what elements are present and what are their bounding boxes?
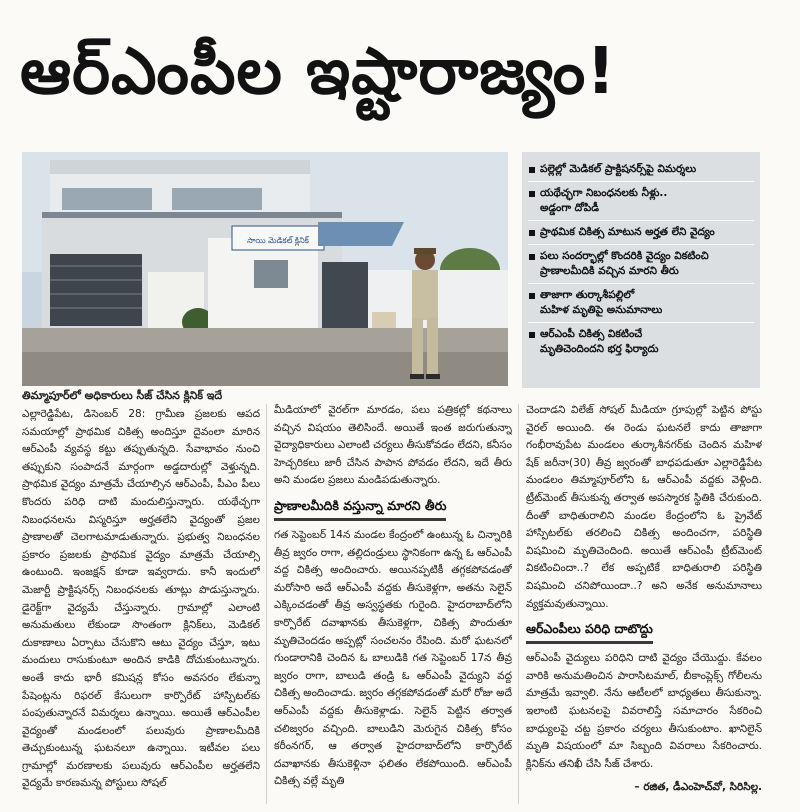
bullet-icon <box>529 293 535 299</box>
bullet-icon <box>529 332 535 338</box>
highlight-item: తాజాగా తుర్కాశీపల్లిలో మహిళ మృతిపై అనుమానాలు <box>528 284 754 323</box>
subheading: ప్రాణాలమీదికి వస్తున్నా మారని తీరు <box>274 496 446 521</box>
article-column-2 <box>274 402 512 806</box>
photo-caption: తిమ్మాపూర్‌లో అధికారులు సీజ్ చేసిన క్లినిక్ ఇదే <box>22 389 223 402</box>
article-column-3 <box>526 402 762 806</box>
bullet-icon <box>529 230 535 236</box>
subheading: ఆర్ఎంపీలు పరిధి దాటొద్దు <box>526 619 653 644</box>
body-text: ఎల్లారెడ్డిపేట, డిసెంబర్ 28: గ్రామీణ ప్రజలకు ఆపద సమయాల్లో ప్రాథమిక చికిత్స అందిస్తూ దైవంలా మారిన ఆర్ఎంపీ వ్యవస్థ కట్టు తప్పుతున్నది. సేవాభావం నుంచి తప్పుకుని సంపాదనే మార్గంగా అడ్డదారుల్లో వెళ్తున్నది. ప్రాథమిక వైద్యం మాత్రమే చేయాల్సిన ఆర్ఎంపీ, పీఎం పీలు కొందరు పరిధి దాటి మందులిస్తున్నారు. యథేచ్ఛగా నిబంధనలను విస్మరిస్తూ అర్హతలేని వైద్యంతో ప్రజల ప్రాణాలతో చెలగాటమాడుతున్నారు. ప్రభుత్వ నిబంధనల ప్రకారం ప్రజలకు ప్రాథమిక వైద్యం మాత్రమే చేయాల్సి ఉంటుంది. ఇంజక్షన్ కూడా ఇవ్వరాదు. కానీ ఇందులో మెజార్టీ ప్రాక్టిషనర్స్ నిబంధనలకు తూట్లు పొడుస్తున్నారు. డైరెక్ట్‌గా వైద్యమే చేస్తున్నారు. గ్రామాల్లో ఎలాంటి అనుమతులు లేకుండా సొంతంగా క్లినిక్‌లు, మెడికల్ దుకాణాలు ఏర్పాటు చేసుకొని ఆటు వైద్యం చేస్తూ, ఇటు మందులు రాసుకుంటూ అందిన కాడికి దోచుకుంటున్నారు. అంతే కాదు భారీ కమిషన్ల కోసం అవసరం లేకున్నా పేషెంట్లను రిఫరల్ కేసులుగా కార్పొరేట్ హాస్పిటల్‌కు పంపుతున్నారనే విమర్శలు ఉన్నాయి. అయితే ఆర్ఎంపీల వైద్యంతో మండలంలో పలువురు ప్రాణాలమీదికి తెచ్చుకుంటున్న ఘటనలూ ఉన్నాయి. ఇటీవల పలు గ్రామాల్లో మరణాలకు పలువురు ఆర్ఎంపీల అర్హతలేని వైద్యమే కారణమన్న పోస్టులు సోషల్ <box>22 408 260 790</box>
highlights-box <box>522 152 760 388</box>
clinic-photo <box>22 152 508 386</box>
body-text: చెందాడని విలేజ్ సోషల్ మీడియా గ్రూపుల్లో పెట్టిన పోస్టు వైరల్ అయింది. ఈ రెండు ఘటనలే కాదు తాజాగా గంభీరావుపేట మండలం తుర్కాశీనగర్‌కు చెందిన మహిళ షేక్ జరీనా(30) తీవ్ర జ్వరంతో బాధపడుతూ ఎల్లారెడ్డిపేట మండలం తిమ్మాపూర్‌లోని ఓ ఆర్ఎంపీ వద్దకు వెళ్లింది. ట్రీట్‌మెంట్ తీసుకున్న తర్వాత అపస్మారక స్థితికి చేరుకుంది. దీంతో బాధితురాలిని మండల కేంద్రంలోని ఓ ప్రైవేట్ హాస్పిటల్‌కు తరలించి చికిత్స అందించగా, పరిస్థితి విషమించి మృతిచెందింది. అయితే ఆర్ఎంపీ ట్రీట్‌మెంట్ వికటించిందా..? లేక అప్పటికే బాధితురాలి పరిస్థితి విషమించి చనిపోయిందా..? అని అనేక అనుమానాలు వ్యక్తమవుతున్నాయి. <box>526 404 762 610</box>
byline: – రజిత, డీఎంహెచ్‌వో, సిరిసిల్ల. <box>634 781 762 794</box>
column-divider <box>266 404 267 804</box>
body-text: గత సెప్టెంబర్ 14న మండల కేంద్రంలో ఉంటున్న ఓ చిన్నారికి తీవ్ర జ్వరం రాగా, తల్లిదండ్రులు స్థానికంగా ఉన్న ఓ ఆర్ఎంపీ వద్ద చికిత్స అందించారు. అయినప్పటికీ తగ్గకపోవడంతో మరోసారి అదే ఆర్ఎంపీ వద్దకు తీసుకెళ్లగా, అతను సెలైన్ ఎక్కించడంతో తీవ్ర అస్వస్థతకు గురైంది. హైదరాబాద్‌లోని కార్పొరేట్ దవాఖానకు తీసుకెళ్లగా, చికిత్స పొందుతూ మృతిచెందడం అప్పట్లో సంచలనం రేపింది. మరో ఘటనలో గుండారానికి చెందిన ఓ బాలుడికి గత సెప్టెంబర్ 17న తీవ్ర జ్వరం రాగా, బాలుడి తండ్రి ఓ ఆర్ఎంపీ వైద్యుని వద్ద చికిత్స అందించాడు. జ్వరం తగ్గకపోవడంతో మరో రోజు అదే ఆర్ఎంపీ వద్దకు తీసుకెళ్లాడు. సెలైన్ పెట్టిన తర్వాత చలిజ్వరం వచ్చింది. బాలుడిని మెరుగైన చికిత్స కోసం కరీంనగర్, ఆ తర్వాత హైదరాబాద్‌లోని కార్పొరేట్ దవాఖానకు తీసుకెళ్లినా ఫలితం లేకపోయింది. ఆర్ఎంపీ చికిత్స వల్లే మృతి <box>274 528 512 788</box>
highlight-item: యథేచ్ఛగా నిబంధనలకు నీళ్లు.. అడ్డంగా దోపిడీ <box>528 182 754 221</box>
highlight-item: ప్రాథమిక చికిత్స మాటున అర్హత లేని వైద్యం <box>528 221 754 245</box>
bullet-icon <box>529 254 535 260</box>
highlight-item: ఆర్ఎంపీ చికిత్స వికటించే మృతిచెందిందని భర్త ఫిర్యాదు <box>528 323 754 361</box>
article-column-1 <box>22 406 260 806</box>
headline: ఆర్ఎంపీల ఇష్టారాజ్యం! <box>20 35 617 109</box>
column-divider <box>518 404 519 804</box>
bullet-icon <box>529 191 535 197</box>
clinic-sign: సాయి మెడికల్ క్లినిక్ <box>247 236 309 245</box>
body-text: మీడియాలో వైరల్‌గా మారడం, పలు పత్రికల్లో కథనాలు వచ్చిన విషయం తెలిసిందే. అయితే ఇంత జరుగుతున్నా వైద్యాధికారులు ఎలాంటి చర్యలు తీసుకోవడం లేదని, కనీసం హెచ్చరికలు జారీ చేసిన పాపాన పోవడం లేదని, ఇదే తీరు అని మండల ప్రజలు మండిపడుతున్నారు. <box>274 404 512 487</box>
highlight-item: పల్లెల్లో మెడికల్ ప్రాక్టిషనర్స్‌పై విమర్శలు <box>528 158 754 182</box>
bullet-icon <box>529 167 535 173</box>
body-text: ఆర్ఎంపీ వైద్యులు పరిధిని దాటి వైద్యం చేయొద్దు. కేవలం వారికి అనుమతించిన పారాసిటమాల్, బీకాంప్లెక్స్ గోలీలను మాత్రమే ఇవ్వాలి. నేను ఆటీలలో బాధ్యతలు తీసుకున్నా. ఇలాంటి ఘటనలపై వివరాలిస్తే సమాచారం సేకరించి బాధ్యులపై చట్ట ప్రకారం చర్యలు తీసుకుంటాం. ఖానిలైన్ మృతి విషయంలో మా సిబ్బంది వివరాలు సేకరించారు. క్లినిక్‌ను తనిఖీ చేసి సీజ్ చేశారు. <box>526 652 762 770</box>
highlight-item: పలు సందర్భాల్లో కొందరికి వైద్యం వికటించి ప్రాణాలమీదికి వచ్చిన మారని తీరు <box>528 245 754 284</box>
